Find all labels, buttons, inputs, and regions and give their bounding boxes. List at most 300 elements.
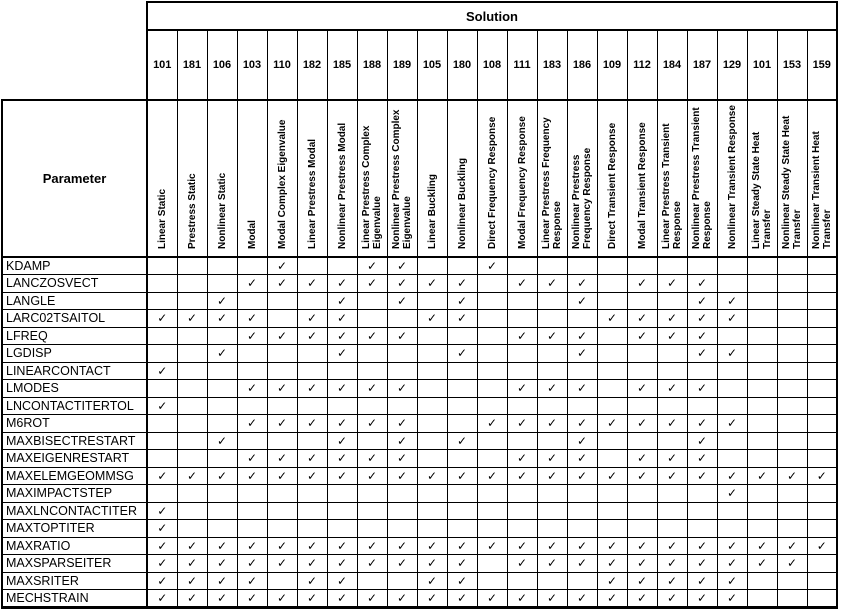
solution-title: Solution	[147, 2, 837, 30]
parameter-row	[2, 310, 837, 328]
check-cell	[387, 257, 417, 275]
check-icon: ✓	[576, 416, 588, 431]
check-icon: ✓	[216, 556, 228, 571]
empty-cell	[597, 292, 627, 310]
solution-number: 106	[207, 30, 237, 100]
check-cell	[627, 537, 657, 555]
empty-cell	[777, 275, 807, 293]
check-cell	[387, 590, 417, 608]
empty-cell	[717, 450, 747, 468]
check-icon: ✓	[396, 381, 408, 396]
solution-label: Modal	[246, 220, 258, 249]
empty-cell	[477, 450, 507, 468]
check-icon: ✓	[366, 259, 378, 273]
check-icon: ✓	[726, 311, 738, 326]
check-cell	[447, 292, 477, 310]
empty-cell	[447, 380, 477, 398]
empty-cell	[747, 432, 777, 450]
check-icon: ✓	[396, 590, 408, 605]
solution-label: Linear Prestress Frequency Response	[541, 117, 563, 249]
empty-cell	[747, 502, 777, 520]
check-icon: ✓	[696, 293, 708, 308]
empty-cell	[147, 485, 177, 503]
check-cell	[237, 572, 267, 590]
empty-cell	[357, 485, 387, 503]
check-cell	[177, 537, 207, 555]
check-icon: ✓	[246, 538, 258, 553]
empty-cell	[717, 275, 747, 293]
check-icon: ✓	[516, 556, 528, 571]
empty-cell	[657, 257, 687, 275]
solution-number: 109	[597, 30, 627, 100]
empty-cell	[357, 292, 387, 310]
check-icon: ✓	[546, 416, 558, 431]
check-cell	[537, 537, 567, 555]
check-icon: ✓	[546, 538, 558, 553]
check-icon: ✓	[186, 590, 198, 605]
check-icon: ✓	[726, 590, 738, 605]
check-icon: ✓	[516, 328, 528, 343]
check-cell	[387, 380, 417, 398]
empty-cell	[267, 485, 297, 503]
solution-label: Nonlinear Transient Heat Transfer	[810, 131, 833, 249]
check-icon: ✓	[366, 590, 378, 605]
check-icon: ✓	[157, 556, 168, 571]
check-icon: ✓	[276, 259, 288, 273]
check-icon: ✓	[246, 416, 258, 431]
check-icon: ✓	[216, 590, 228, 605]
empty-cell	[717, 327, 747, 345]
check-cell	[717, 345, 747, 363]
empty-cell	[147, 450, 177, 468]
check-icon: ✓	[456, 538, 468, 553]
empty-cell	[657, 485, 687, 503]
check-icon: ✓	[546, 381, 558, 396]
check-icon: ✓	[636, 468, 648, 483]
solution-label: Modal Frequency Response	[516, 116, 528, 249]
check-icon: ✓	[336, 538, 348, 553]
empty-cell	[807, 380, 837, 398]
check-cell	[267, 450, 297, 468]
empty-cell	[627, 397, 657, 415]
empty-cell	[177, 397, 207, 415]
check-icon: ✓	[276, 328, 288, 343]
solution-number: 108	[477, 30, 507, 100]
solution-label-cell	[687, 100, 717, 257]
empty-cell	[207, 380, 237, 398]
empty-cell	[387, 520, 417, 538]
check-cell	[417, 310, 447, 328]
check-cell	[507, 380, 537, 398]
check-cell	[567, 555, 597, 573]
check-icon: ✓	[696, 451, 708, 466]
parameter-name-cell: MAXIMPACTSTEP	[2, 485, 147, 503]
empty-cell	[177, 502, 207, 520]
empty-cell	[387, 572, 417, 590]
check-cell	[297, 380, 327, 398]
check-cell	[207, 345, 237, 363]
empty-cell	[237, 432, 267, 450]
check-cell	[417, 467, 447, 485]
empty-cell	[777, 450, 807, 468]
check-icon: ✓	[666, 538, 678, 553]
check-cell	[507, 450, 537, 468]
check-cell	[297, 450, 327, 468]
check-cell	[267, 257, 297, 275]
empty-cell	[807, 502, 837, 520]
parameter-column-header: Parameter	[2, 100, 147, 257]
check-cell	[327, 467, 357, 485]
empty-cell	[207, 257, 237, 275]
parameter-name-cell: MAXRATIO	[2, 537, 147, 555]
check-cell	[387, 432, 417, 450]
check-icon: ✓	[516, 416, 528, 431]
check-icon: ✓	[696, 311, 708, 326]
solution-label-cell	[327, 100, 357, 257]
check-cell	[237, 275, 267, 293]
check-icon: ✓	[666, 451, 678, 466]
parameter-name-cell: LINEARCONTACT	[2, 362, 147, 380]
check-icon: ✓	[426, 276, 438, 291]
check-icon: ✓	[726, 486, 738, 501]
check-cell	[567, 415, 597, 433]
check-cell	[357, 467, 387, 485]
check-cell	[627, 450, 657, 468]
check-cell	[447, 467, 477, 485]
empty-cell	[477, 520, 507, 538]
parameter-name-cell: LARC02TSAITOL	[2, 310, 147, 328]
check-cell	[597, 572, 627, 590]
check-icon: ✓	[576, 381, 588, 396]
empty-cell	[777, 432, 807, 450]
parameter-row	[2, 432, 837, 450]
check-cell	[657, 572, 687, 590]
check-cell	[387, 467, 417, 485]
check-cell	[567, 590, 597, 608]
empty-cell	[777, 415, 807, 433]
parameter-row	[2, 590, 837, 608]
empty-cell	[177, 520, 207, 538]
parameter-name-cell: MAXSPARSEITER	[2, 555, 147, 573]
check-icon: ✓	[276, 468, 288, 483]
check-icon: ✓	[726, 538, 738, 553]
check-icon: ✓	[157, 503, 168, 518]
check-icon: ✓	[186, 573, 198, 588]
check-icon: ✓	[516, 276, 528, 291]
check-cell	[327, 450, 357, 468]
check-icon: ✓	[396, 451, 408, 466]
empty-cell	[747, 345, 777, 363]
check-cell	[357, 450, 387, 468]
check-icon: ✓	[696, 381, 708, 396]
solution-label-cell	[477, 100, 507, 257]
solution-number: 184	[657, 30, 687, 100]
check-cell	[537, 590, 567, 608]
solution-label: Nonlinear Prestress Transient Response	[691, 107, 713, 249]
check-cell	[567, 432, 597, 450]
empty-cell	[177, 485, 207, 503]
check-icon: ✓	[486, 468, 498, 483]
empty-cell	[237, 502, 267, 520]
parameter-name-cell: LNCONTACTITERTOL	[2, 397, 147, 415]
check-cell	[147, 362, 177, 380]
empty-cell	[567, 310, 597, 328]
check-cell	[147, 572, 177, 590]
parameter-row	[2, 572, 837, 590]
check-icon: ✓	[306, 590, 318, 605]
empty-cell	[537, 502, 567, 520]
check-icon: ✓	[336, 328, 348, 343]
check-cell	[687, 572, 717, 590]
check-cell	[147, 520, 177, 538]
empty-cell	[627, 345, 657, 363]
check-icon: ✓	[576, 346, 588, 361]
empty-cell	[747, 275, 777, 293]
check-icon: ✓	[216, 311, 228, 326]
check-icon: ✓	[726, 573, 738, 588]
check-cell	[777, 555, 807, 573]
empty-cell	[417, 345, 447, 363]
check-cell	[147, 537, 177, 555]
empty-cell	[417, 520, 447, 538]
check-cell	[507, 415, 537, 433]
empty-cell	[297, 257, 327, 275]
empty-cell	[507, 485, 537, 503]
check-icon: ✓	[336, 590, 348, 605]
check-icon: ✓	[306, 311, 318, 326]
empty-cell	[597, 345, 627, 363]
solution-title-row	[2, 2, 837, 30]
empty-cell	[177, 380, 207, 398]
empty-cell	[507, 362, 537, 380]
check-cell	[387, 555, 417, 573]
empty-cell	[657, 292, 687, 310]
check-icon: ✓	[216, 293, 228, 308]
empty-cell	[477, 572, 507, 590]
parameter-row	[2, 450, 837, 468]
empty-cell	[267, 572, 297, 590]
empty-cell	[267, 397, 297, 415]
empty-cell	[387, 345, 417, 363]
solution-label: Nonlinear Prestress Modal	[336, 122, 348, 249]
empty-cell	[207, 362, 237, 380]
check-icon: ✓	[636, 556, 648, 571]
check-cell	[267, 590, 297, 608]
parameter-row	[2, 257, 837, 275]
check-cell	[507, 467, 537, 485]
check-cell	[477, 467, 507, 485]
check-cell	[717, 572, 747, 590]
parameter-name-cell: MAXBISECTRESTART	[2, 432, 147, 450]
empty-cell	[327, 397, 357, 415]
check-cell	[627, 415, 657, 433]
empty-cell	[507, 397, 537, 415]
check-cell	[657, 555, 687, 573]
check-icon: ✓	[696, 346, 708, 361]
empty-cell	[417, 257, 447, 275]
check-cell	[327, 572, 357, 590]
check-icon: ✓	[786, 556, 798, 571]
check-cell	[447, 537, 477, 555]
solution-label-cell	[267, 100, 297, 257]
empty-cell	[747, 590, 777, 608]
check-icon: ✓	[816, 538, 827, 553]
solution-label: Linear Static	[156, 188, 168, 249]
check-icon: ✓	[276, 276, 288, 291]
check-icon: ✓	[336, 293, 348, 308]
empty-cell	[777, 485, 807, 503]
parameter-name-cell: M6ROT	[2, 415, 147, 433]
check-icon: ✓	[576, 276, 588, 291]
check-icon: ✓	[366, 416, 378, 431]
check-cell	[537, 275, 567, 293]
check-cell	[357, 257, 387, 275]
check-icon: ✓	[576, 328, 588, 343]
empty-cell	[417, 397, 447, 415]
check-icon: ✓	[366, 276, 378, 291]
check-icon: ✓	[306, 468, 318, 483]
empty-cell	[807, 572, 837, 590]
check-icon: ✓	[336, 451, 348, 466]
parameter-name-cell: LFREQ	[2, 327, 147, 345]
solution-label-cell	[357, 100, 387, 257]
check-cell	[267, 555, 297, 573]
empty-cell	[747, 327, 777, 345]
empty-cell	[147, 380, 177, 398]
empty-cell	[567, 572, 597, 590]
empty-cell	[177, 450, 207, 468]
empty-cell	[777, 572, 807, 590]
solution-label-cell	[207, 100, 237, 257]
check-cell	[297, 415, 327, 433]
check-icon: ✓	[336, 573, 348, 588]
empty-cell	[567, 397, 597, 415]
empty-cell	[807, 415, 837, 433]
solution-label-cell	[537, 100, 567, 257]
empty-cell	[657, 502, 687, 520]
check-cell	[687, 275, 717, 293]
empty-cell	[777, 310, 807, 328]
empty-cell	[537, 432, 567, 450]
empty-cell	[567, 502, 597, 520]
check-icon: ✓	[456, 556, 468, 571]
check-icon: ✓	[246, 573, 258, 588]
check-icon: ✓	[426, 468, 438, 483]
solution-label-cell	[417, 100, 447, 257]
solution-label: Nonlinear Static	[216, 172, 228, 249]
empty-cell	[417, 415, 447, 433]
check-cell	[207, 590, 237, 608]
empty-cell	[207, 397, 237, 415]
check-icon: ✓	[696, 590, 708, 605]
check-icon: ✓	[396, 328, 408, 343]
empty-cell	[417, 380, 447, 398]
solution-number: 101	[147, 30, 177, 100]
parameter-row	[2, 485, 837, 503]
check-icon: ✓	[157, 311, 168, 326]
empty-cell	[747, 292, 777, 310]
check-icon: ✓	[336, 381, 348, 396]
check-icon: ✓	[726, 556, 738, 571]
check-icon: ✓	[157, 468, 168, 483]
solution-number: 112	[627, 30, 657, 100]
check-cell	[657, 380, 687, 398]
check-cell	[447, 275, 477, 293]
check-icon: ✓	[216, 433, 228, 448]
empty-cell	[237, 520, 267, 538]
check-icon: ✓	[756, 468, 768, 483]
empty-cell	[357, 432, 387, 450]
check-cell	[447, 590, 477, 608]
empty-cell	[147, 257, 177, 275]
check-cell	[447, 310, 477, 328]
empty-cell	[477, 502, 507, 520]
empty-cell	[807, 397, 837, 415]
check-icon: ✓	[246, 276, 258, 291]
check-cell	[237, 537, 267, 555]
check-icon: ✓	[696, 468, 708, 483]
empty-cell	[777, 345, 807, 363]
check-icon: ✓	[696, 328, 708, 343]
check-cell	[597, 310, 627, 328]
check-cell	[237, 450, 267, 468]
empty-cell	[147, 275, 177, 293]
empty-cell	[177, 327, 207, 345]
empty-cell	[447, 415, 477, 433]
check-icon: ✓	[186, 311, 198, 326]
check-cell	[387, 327, 417, 345]
check-icon: ✓	[336, 346, 348, 361]
check-icon: ✓	[666, 311, 678, 326]
check-cell	[687, 450, 717, 468]
check-cell	[357, 590, 387, 608]
empty-cell	[327, 485, 357, 503]
empty-cell	[507, 432, 537, 450]
check-cell	[267, 380, 297, 398]
check-cell	[567, 327, 597, 345]
empty-cell	[777, 362, 807, 380]
parameter-name-cell: MAXTOPTITER	[2, 520, 147, 538]
check-icon: ✓	[276, 538, 288, 553]
empty-cell	[537, 292, 567, 310]
empty-cell	[477, 397, 507, 415]
check-cell	[537, 380, 567, 398]
solution-number: 105	[417, 30, 447, 100]
empty-cell	[237, 345, 267, 363]
empty-cell	[387, 362, 417, 380]
check-cell	[327, 275, 357, 293]
check-cell	[687, 415, 717, 433]
empty-cell	[807, 485, 837, 503]
solution-label-cell	[657, 100, 687, 257]
check-cell	[357, 555, 387, 573]
check-cell	[177, 555, 207, 573]
empty-cell	[807, 257, 837, 275]
solution-number: 189	[387, 30, 417, 100]
solution-label: Linear Prestress Complex Eigenvalue	[361, 125, 383, 249]
check-cell	[687, 537, 717, 555]
empty-cell	[807, 275, 837, 293]
solution-label-cell	[717, 100, 747, 257]
solution-number: 187	[687, 30, 717, 100]
check-cell	[567, 537, 597, 555]
empty-cell	[747, 380, 777, 398]
check-cell	[327, 327, 357, 345]
check-cell	[387, 415, 417, 433]
check-cell	[147, 397, 177, 415]
empty-cell	[447, 257, 477, 275]
empty-cell	[297, 502, 327, 520]
